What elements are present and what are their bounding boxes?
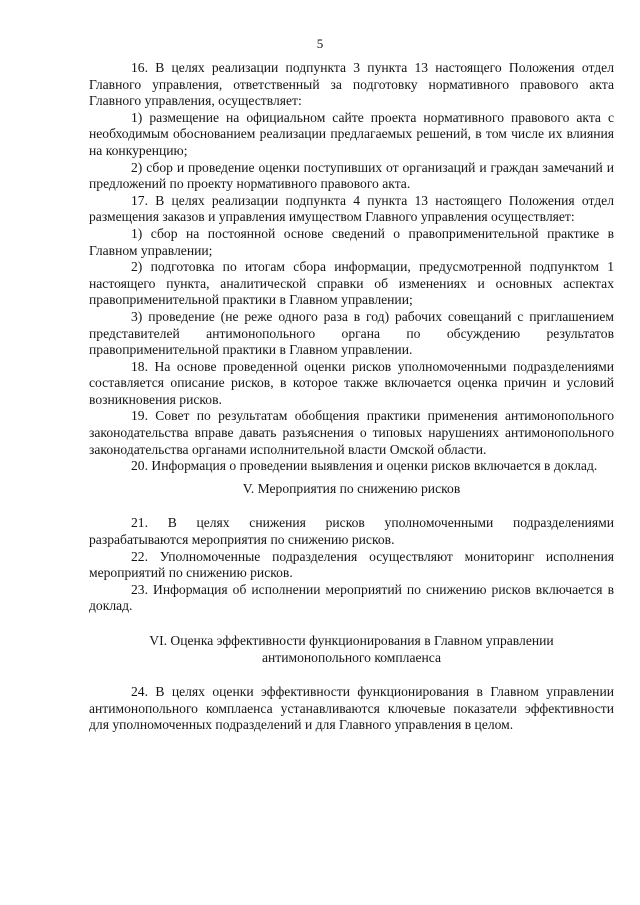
section-heading-vi-line-1: VI. Оценка эффективности функционирования в Главном управлении xyxy=(149,633,554,648)
spacer xyxy=(89,497,614,515)
page-number: 5 xyxy=(316,36,324,51)
paragraph-23: 23. Информация об исполнении мероприятий по снижению рисков включается в доклад. xyxy=(89,581,614,614)
paragraph-17-item-2: 2) подготовка по итогам сбора информации, предусмотренной подпунктом 1 настоящего пункта, аналитической справки об изменениях и основных аспектах правоприменительной практики в Главном управлении; xyxy=(89,259,614,308)
paragraph-17-item-3: 3) проведение (не реже одного раза в год) рабочих совещаний с приглашением представителей антимонопольного органа по обсуждению результатов правоприменительной практики в Главном управлении. xyxy=(89,308,614,358)
paragraph-19: 19. Совет по результатам обобщения практики применения антимонопольного законодательства вправе давать разъяснения о типовых нарушениях антимонопольного законодательства органами исполнительной власти Омской области. xyxy=(89,408,614,457)
paragraph-22: 22. Уполномоченные подразделения осуществляют мониторинг исполнения мероприятий по снижению рисков. xyxy=(89,548,614,581)
spacer xyxy=(89,666,614,684)
paragraph-16-item-2: 2) сбор и проведение оценки поступивших от организаций и граждан замечаний и предложений по проекту нормативного правового акта. xyxy=(89,159,614,192)
section-heading-v: V. Мероприятия по снижению рисков xyxy=(242,480,461,496)
paragraph-17: 17. В целях реализации подпункта 4 пункта 13 настоящего Положения отдел размещения заказов и управления имуществом Главного управления осуществляет: xyxy=(89,192,614,225)
paragraph-21: 21. В целях снижения рисков уполномоченными подразделениями разрабатываются мероприятия по снижению рисков. xyxy=(89,515,614,548)
paragraph-17-item-1: 1) сбор на постоянной основе сведений о правоприменительной практике в Главном управлении; xyxy=(89,225,614,258)
paragraph-18: 18. На основе проведенной оценки рисков уполномоченными подразделениями составляется описание рисков, в которое также включается оценка причин и условий возникновения рисков. xyxy=(89,358,614,407)
section-heading-vi-line-2: антимонопольного комплаенса xyxy=(261,649,442,665)
paragraph-24: 24. В целях оценки эффективности функционирования в Главном управлении антимонопольного комплаенса устанавливаются ключевые показатели эффективности для уполномоченных подразделений и для Главного управления в целом. xyxy=(89,684,614,733)
paragraph-16: 16. В целях реализации подпункта 3 пункта 13 настоящего Положения отдел Главного управления, ответственный за подготовку нормативного правового акта Главного управления, осуществляет: xyxy=(89,60,614,109)
spacer xyxy=(89,615,614,633)
paragraph-16-item-1: 1) размещение на официальном сайте проекта нормативного правового акта с необходимым обоснованием реализации предлагаемых решений, в том числе их влияния на конкуренцию; xyxy=(89,109,614,158)
paragraph-20: 20. Информация о проведении выявления и оценки рисков включается в доклад. xyxy=(131,458,598,474)
document-body xyxy=(89,60,614,734)
